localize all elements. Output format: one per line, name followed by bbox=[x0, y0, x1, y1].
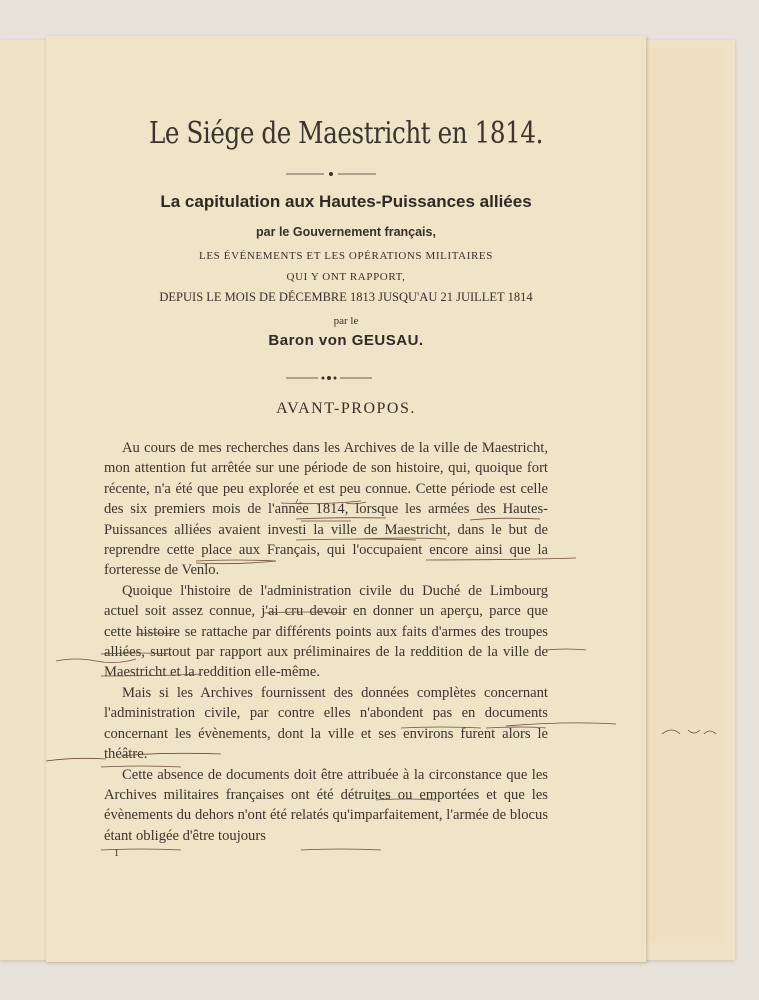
underlying-page-edge bbox=[640, 48, 724, 943]
section-heading: AVANT-PROPOS. bbox=[276, 400, 416, 417]
paragraph-1: Au cours de mes recherches dans les Archives de la ville de Maestricht, mon attention fut arrêtée sur une période de son histoire, qui, quoique fort récente, n'a été que peu explorée et est peu connue. Cette période est celle des six premiers mois de l'année 1814, lorsque les armées des Hautes-Puissances alliées avaient investi la ville de Maestricht, dans le but de reprendre cette place aux Français, qui l'occupaient encore ainsi que la forteresse de Venlo. bbox=[104, 440, 548, 579]
byline-prefix: par le bbox=[333, 315, 359, 327]
subtitle-line-5: DEPUIS LE MOIS DE DÉCEMBRE 1813 JUSQU'AU 21 JUILLET 1814 bbox=[159, 290, 533, 304]
page-number: 1 bbox=[114, 848, 119, 859]
document-page bbox=[46, 36, 646, 962]
body-text bbox=[104, 438, 548, 846]
ornament-divider-bottom bbox=[286, 374, 372, 382]
ornament-divider-top bbox=[286, 170, 376, 178]
subtitle-line-3: LES ÉVÉNEMENTS ET LES OPÉRATIONS MILITAIRES bbox=[199, 250, 493, 262]
document-title: Le Siége de Maestricht en 1814. bbox=[148, 116, 544, 151]
subtitle-line-2: par le Gouvernement français, bbox=[256, 225, 436, 239]
subtitle-line-4: QUI Y ONT RAPPORT, bbox=[286, 271, 406, 283]
paragraph-2: Quoique l'histoire de l'administration civile du Duché de Limbourg actuel soit assez connue, j'ai cru devoir en donner un aperçu, parce que cette histoire se rattache par différents points aux faits d'armes des troupes alliées, surtout par rapport aux préliminaires de la reddition de la ville de Maestricht et la reddition elle-même. bbox=[104, 582, 548, 681]
subtitle: La capitulation aux Hautes-Puissances alliées bbox=[160, 192, 532, 211]
author-name: Baron von GEUSAU. bbox=[268, 332, 424, 349]
paragraph-3: Mais si les Archives fournissent des données complètes concernant l'administration civile, par contre elles n'abondent pas en documents concernant les évènements, dont la ville et ses environs furent alors le théâtre. bbox=[104, 684, 548, 763]
paragraph-4: Cette absence de documents doit être attribuée à la circonstance que les Archives militaires françaises ont été détruites ou emportées et que les évènements du dehors n'ont été relatés qu'imparfaitement, l'armée de blocus étant obligée d'être toujours bbox=[104, 766, 548, 844]
